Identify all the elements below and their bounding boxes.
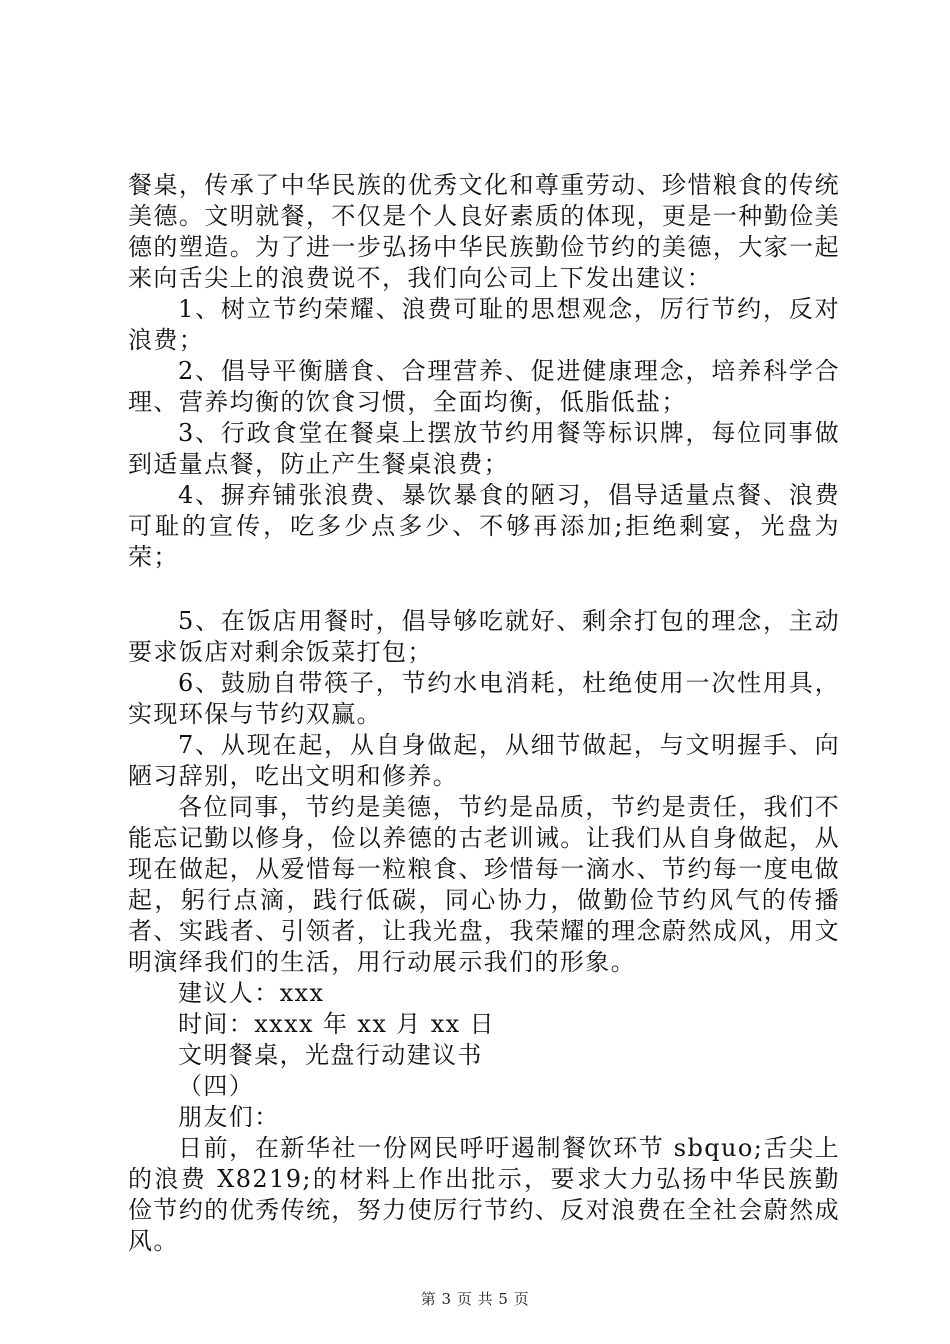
date-line: 时间：xxxx 年 xx 月 xx 日: [178, 1010, 496, 1038]
section-number: （四）: [178, 1072, 255, 1100]
proposer-line: 建议人：xxx: [178, 979, 325, 1007]
paragraph-item-4: 4、摒弃铺张浪费、暴饮暴食的陋习，倡导适量点餐、浪费可耻的宣传，吃多少点多少、不够再添加;拒绝剩宴，光盘为荣；: [128, 481, 840, 571]
section-title: 文明餐桌，光盘行动建议书: [178, 1041, 483, 1069]
paragraph-gap: [128, 573, 840, 606]
paragraph-item-5: 5、在饭店用餐时，倡导够吃就好、剩余打包的理念，主动要求饭店对剩余饭菜打包；: [128, 607, 840, 666]
paragraph-closing: 各位同事，节约是美德，节约是品质，节约是责任，我们不能忘记勤以修身，俭以养德的古老训诫。让我们从自身做起，从现在做起，从爱惜每一粒粮食、珍惜每一滴水、节约每一度电做起，躬行点滴，践行低碳，同心协力，做勤俭节约风气的传播者、实践者、引领者，让我光盘，我荣耀的理念蔚然成风，用文明演绎我们的生活，用行动展示我们的形象。: [128, 793, 840, 976]
paragraph-news: 日前，在新华社一份网民呼吁遏制餐饮环节 sbquo;舌尖上的浪费 X8219;的材料上作出批示，要求大力弘扬中华民族勤俭节约的优秀传统，努力使厉行节约、反对浪费在全社会蔚然成风。: [128, 1134, 840, 1255]
paragraph-item-2: 2、倡导平衡膳食、合理营养、促进健康理念，培养科学合理、营养均衡的饮食习惯，全面均衡，低脂低盐；: [128, 357, 840, 416]
page-footer: 第 3 页 共 5 页: [420, 1290, 530, 1308]
paragraph-item-3: 3、行政食堂在餐桌上摆放节约用餐等标识牌，每位同事做到适量点餐，防止产生餐桌浪费；: [128, 419, 840, 478]
paragraph-intro: 餐桌，传承了中华民族的优秀文化和尊重劳动、珍惜粮食的传统美德。文明就餐，不仅是个人良好素质的体现，更是一种勤俭美德的塑造。为了进一步弘扬中华民族勤俭节约的美德，大家一起来向舌尖上的浪费说不，我们向公司上下发出建议：: [128, 171, 840, 292]
paragraph-item-1: 1、树立节约荣耀、浪费可耻的思想观念，厉行节约，反对浪费；: [128, 295, 840, 354]
paragraph-item-6: 6、鼓励自带筷子，节约水电消耗，杜绝使用一次性用具，实现环保与节约双赢。: [128, 669, 840, 728]
document-body: [128, 170, 840, 1257]
salutation: 朋友们：: [178, 1103, 280, 1131]
paragraph-item-7: 7、从现在起，从自身做起，从细节做起，与文明握手、向陋习辞别，吃出文明和修养。: [128, 731, 840, 790]
